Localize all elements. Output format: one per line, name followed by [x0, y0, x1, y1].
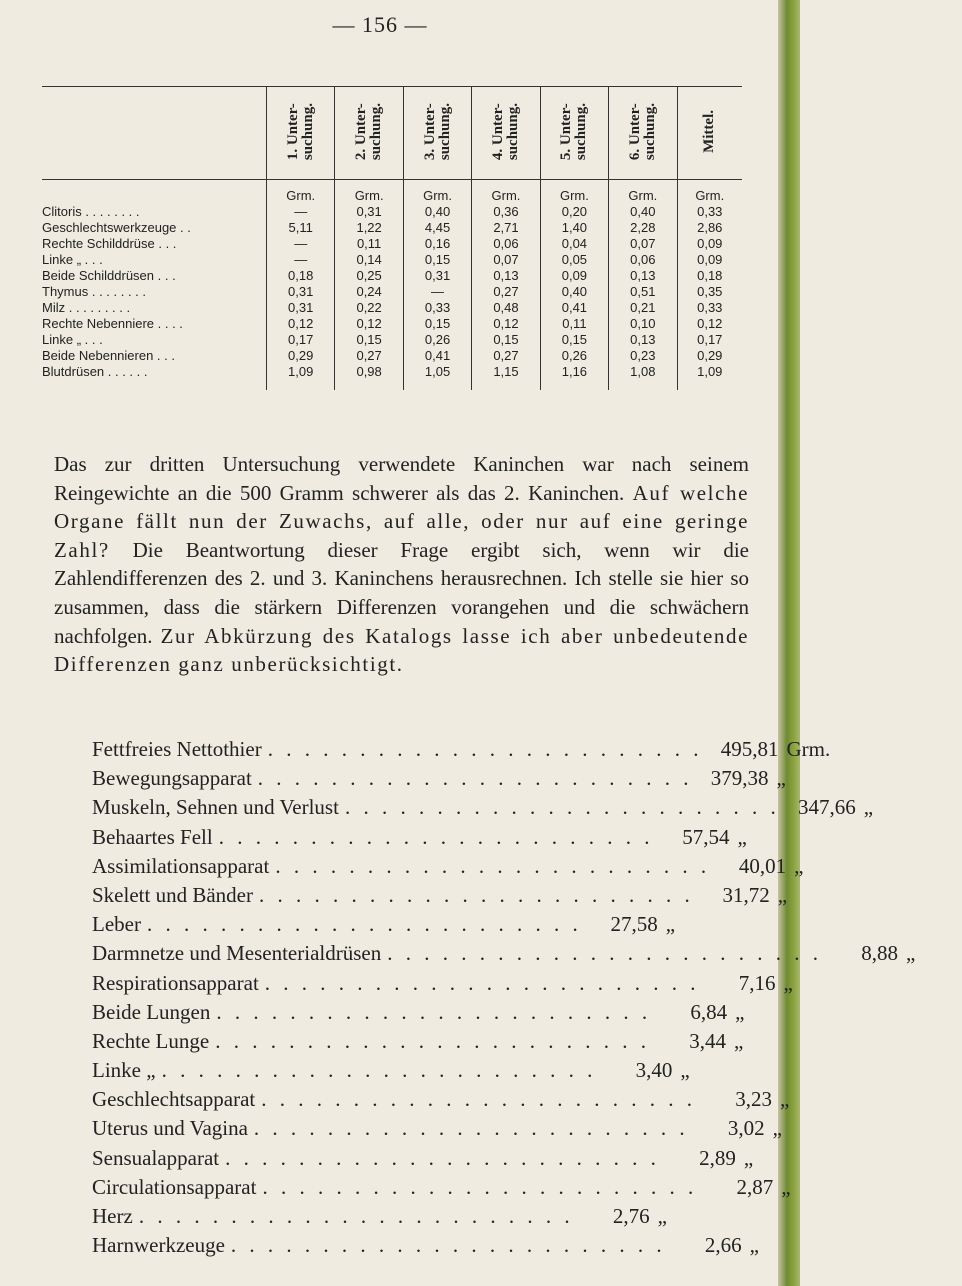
list-item-unit: „ [777, 882, 788, 907]
list-item [92, 939, 916, 968]
table-cell: 0,18 [267, 268, 335, 284]
list-item-label: Muskeln, Sehnen und Verlust [92, 795, 339, 820]
table-cell: 0,13 [609, 268, 677, 284]
table-cell: 0,12 [472, 316, 540, 332]
table-cell: 0,23 [609, 348, 677, 364]
list-item [92, 1202, 712, 1231]
list-item-value: 27,58 [610, 912, 658, 937]
list-item-label: Fettfreies Nettothier [92, 737, 262, 761]
row-label: Clitoris . . . . . . . . [42, 204, 140, 219]
leader-dots: . . . . . . . . . . . . . . . . . . . . . . . . [258, 882, 694, 907]
list-item-unit: „ [863, 795, 874, 820]
table-cell: 0,11 [540, 316, 608, 332]
table-cell: 0,09 [677, 236, 742, 252]
table-cell: 1,22 [335, 220, 403, 236]
table-cell: 0,18 [677, 268, 742, 284]
table-cell: 5,11 [267, 220, 335, 236]
column-header: 6. Unter- suchung. [609, 87, 677, 180]
table-cell: 0,48 [472, 300, 540, 316]
leader-dots: . . . . . . . . . . . . . . . . . . . . . . . . [253, 1116, 689, 1141]
list-item-value: 6,84 [690, 999, 728, 1024]
leader-dots: . . . . . . . . . . . . . . . . . . . . . . . . [216, 999, 652, 1024]
table-cell: 0,17 [677, 332, 742, 348]
table-cell: 0,11 [335, 236, 403, 252]
leader-dots: . . . . . . . . . . . . . . . . . . . . . . . . [230, 1233, 666, 1258]
column-header: 5. Unter- suchung. [540, 87, 608, 180]
table-cell: 1,15 [472, 364, 540, 390]
list-item-label: Beide Lungen [92, 999, 211, 1024]
table-cell: 0,06 [472, 236, 540, 252]
list-item-unit: „ [680, 1058, 690, 1083]
list-item-value: 31,72 [722, 882, 770, 907]
table-cell: — [403, 284, 471, 300]
table-cell: 0,09 [540, 268, 608, 284]
list-item-label: Geschlechtsapparat [92, 1087, 256, 1112]
table-cell: 0,31 [267, 284, 335, 300]
table-cell: 0,26 [540, 348, 608, 364]
page-number: — 156 — [332, 12, 428, 37]
list-item-label: Circulationsapparat [92, 1174, 257, 1199]
list-item-value: 379,38 [710, 766, 769, 791]
list-item-value: 495,81 [720, 737, 779, 761]
list-item-unit: „ [780, 1087, 790, 1112]
table-cell: 1,16 [540, 364, 608, 390]
table-cell: 0,05 [540, 252, 608, 268]
list-item [92, 1027, 744, 1056]
table-cell: 0,25 [335, 268, 403, 284]
table-cell: 2,28 [609, 220, 677, 236]
table-cell: 0,26 [403, 332, 471, 348]
table-cell: 0,14 [335, 252, 403, 268]
list-item-unit: Grm. [786, 737, 831, 761]
row-label: Blutdrüsen . . . . . . [42, 364, 148, 379]
table-cell: — [267, 252, 335, 268]
list-item [92, 793, 874, 822]
list-item-value: 2,89 [699, 1145, 736, 1170]
list-item [92, 852, 804, 881]
list-item [92, 735, 831, 764]
list-item-unit: „ [657, 1204, 667, 1228]
list-item-label: Herz [92, 1204, 133, 1228]
list-item [92, 1231, 759, 1260]
table-cell: 2,71 [472, 220, 540, 236]
table-row [42, 236, 742, 252]
table-cell: 0,20 [540, 204, 608, 220]
list-item-unit: „ [735, 999, 745, 1024]
unit-cell: Grm. [403, 180, 471, 205]
column-header: 1. Unter- suchung. [267, 87, 335, 180]
table-row [42, 220, 742, 236]
list-item-label: Uterus und Vagina [92, 1116, 248, 1141]
unit-cell: Grm. [677, 180, 742, 205]
list-item [92, 910, 712, 939]
list-item-value: 3,40 [635, 1058, 673, 1083]
table-header-blank [42, 87, 267, 180]
units-row [42, 180, 742, 205]
list-item-value: 8,88 [861, 941, 898, 966]
list-item-value: 57,54 [682, 824, 730, 849]
list-item-unit: „ [743, 1145, 754, 1170]
table-cell: — [267, 204, 335, 220]
list-item-value: 2,76 [612, 1204, 650, 1228]
table-header-row [42, 87, 742, 180]
list-item-label: Bewegungsapparat [92, 766, 252, 791]
table-cell: — [267, 236, 335, 252]
list-item-unit: „ [776, 766, 786, 791]
table-cell: 0,15 [403, 252, 471, 268]
table-cell: 0,10 [609, 316, 677, 332]
table-cell: 0,12 [267, 316, 335, 332]
list-item-unit: „ [781, 1174, 791, 1199]
leader-dots: . . . . . . . . . . . . . . . . . . . . . . . . [267, 737, 703, 761]
list-item-unit: „ [772, 1116, 782, 1141]
row-label: Beide Nebennieren . . . [42, 348, 175, 363]
table-cell: 0,15 [335, 332, 403, 348]
table-cell: 0,40 [540, 284, 608, 300]
table-cell: 0,27 [472, 284, 540, 300]
table-row [42, 364, 742, 390]
leader-dots: . . . . . . . . . . . . . . . . . . . . . . . . [264, 970, 700, 995]
table-cell: 0,27 [472, 348, 540, 364]
table-row [42, 316, 742, 332]
list-item-unit: „ [794, 853, 804, 878]
table-cell: 0,41 [403, 348, 471, 364]
table-cell: 0,31 [335, 204, 403, 220]
list-item [92, 1144, 754, 1173]
table-cell: 0,07 [472, 252, 540, 268]
list-item-unit: „ [737, 824, 747, 849]
list-item-label: Rechte Lunge [92, 1028, 210, 1053]
list-item-value: 3,23 [735, 1087, 773, 1112]
table-cell: 1,05 [403, 364, 471, 390]
leader-dots: . . . . . . . . . . . . . . . . . . . . . . . . [275, 853, 711, 878]
list-item-unit: „ [665, 912, 676, 937]
body-paragraph [54, 450, 749, 679]
table-cell: 0,12 [335, 316, 403, 332]
table-cell: 1,09 [267, 364, 335, 390]
leader-dots: . . . . . . . . . . . . . . . . . . . . . . . . [262, 1174, 698, 1199]
list-item [92, 764, 786, 793]
table-cell: 0,33 [403, 300, 471, 316]
table-cell: 0,98 [335, 364, 403, 390]
list-item-label: Leber [92, 912, 141, 937]
table-cell: 0,13 [472, 268, 540, 284]
table-row [42, 252, 742, 268]
row-label: Linke „ . . . [42, 252, 103, 267]
leader-dots: . . . . . . . . . . . . . . . . . . . . . . . . [261, 1087, 697, 1112]
column-header: 3. Unter- suchung. [403, 87, 471, 180]
table-cell: 0,16 [403, 236, 471, 252]
table-cell: 0,22 [335, 300, 403, 316]
table-cell: 0,31 [267, 300, 335, 316]
list-item-value: 2,87 [736, 1174, 774, 1199]
unit-cell: Grm. [472, 180, 540, 205]
leader-dots: . . . . . . . . . . . . . . . . . . . . . . . . [161, 1058, 597, 1083]
paragraph-text: Die Beantwortung dieser Frage ergibt sich, wenn wir die Zahlendifferenzen des 2. und 3. Kaninchens herausrechnen. Ich stelle sie hier so zusammen, dass die stärkern Differenzen vorangehen und die schwächern nachfolgen. [54, 537, 749, 648]
row-label: Rechte Nebenniere . . . . [42, 316, 183, 331]
table-cell: 0,40 [403, 204, 471, 220]
table-row [42, 268, 742, 284]
list-item-label: Linke „ [92, 1058, 156, 1083]
table-row [42, 204, 742, 220]
leader-dots: . . . . . . . . . . . . . . . . . . . . . . . . [215, 1028, 650, 1053]
table-cell: 0,15 [403, 316, 471, 332]
table-cell: 0,51 [609, 284, 677, 300]
table-cell: 1,09 [677, 364, 742, 390]
list-item-value: 3,44 [689, 1028, 726, 1053]
table-row [42, 300, 742, 316]
table-cell: 0,35 [677, 284, 742, 300]
list-item-label: Darmnetze und Mesenterialdrüsen [92, 941, 382, 966]
table-cell: 0,07 [609, 236, 677, 252]
list-item-label: Respirationsapparat [92, 970, 259, 995]
unit-cell: Grm. [609, 180, 677, 205]
table-cell: 0,15 [540, 332, 608, 348]
row-label: Beide Schilddrüsen . . . [42, 268, 176, 283]
table-cell: 0,29 [677, 348, 742, 364]
column-header: Mittel. [677, 87, 742, 180]
table-cell: 0,06 [609, 252, 677, 268]
leader-dots: . . . . . . . . . . . . . . . . . . . . . . . . [387, 941, 822, 966]
paragraph-spaced-text: Auf welche Organe fällt nun der Zuwachs, auf alle, oder nur auf eine geringe Zahl? [54, 480, 750, 562]
table-cell: 0,09 [677, 252, 742, 268]
list-item [92, 881, 788, 910]
list-item-value: 40,01 [738, 853, 787, 878]
list-item [92, 823, 747, 852]
table-cell: 0,21 [609, 300, 677, 316]
list-item-value: 347,66 [797, 795, 856, 820]
paragraph-spaced-text: Zur Abkürzung des Katalogs lasse ich aber unbedeutende Differenzen ganz unberücksichtigt. [54, 623, 750, 677]
leader-dots: . . . . . . . . . . . . . . . . . . . . . . . . [138, 1204, 574, 1228]
leader-dots: . . . . . . . . . . . . . . . . . . . . . . . . [257, 766, 693, 791]
table-cell: 0,27 [335, 348, 403, 364]
row-label: Linke „ . . . [42, 332, 103, 347]
column-header: 4. Unter- suchung. [472, 87, 540, 180]
list-item [92, 969, 793, 998]
list-item-unit: „ [905, 941, 916, 966]
column-header: 2. Unter- suchung. [335, 87, 403, 180]
table-cell: 0,41 [540, 300, 608, 316]
table-cell: 0,17 [267, 332, 335, 348]
table-row [42, 332, 742, 348]
list-item-value: 7,16 [738, 970, 776, 995]
table-cell: 0,36 [472, 204, 540, 220]
list-item-label: Sensualapparat [92, 1145, 220, 1170]
table-cell: 0,33 [677, 204, 742, 220]
list-item-label: Assimilationsapparat [92, 853, 270, 878]
table-cell: 2,86 [677, 220, 742, 236]
list-item-value: 2,66 [704, 1233, 742, 1258]
leader-dots: . . . . . . . . . . . . . . . . . . . . . . . . [225, 1145, 660, 1170]
difference-list [92, 735, 916, 1260]
table-cell: 0,33 [677, 300, 742, 316]
unit-cell: Grm. [540, 180, 608, 205]
table-cell: 4,45 [403, 220, 471, 236]
list-item-value: 3,02 [727, 1116, 765, 1141]
table-cell: 0,15 [472, 332, 540, 348]
unit-cell: Grm. [267, 180, 335, 205]
table-cell: 0,40 [609, 204, 677, 220]
row-label: Milz . . . . . . . . . [42, 300, 131, 315]
leader-dots: . . . . . . . . . . . . . . . . . . . . . . . . [218, 824, 654, 849]
row-label: Rechte Schilddrüse . . . [42, 236, 177, 251]
list-item-label: Skelett und Bänder [92, 882, 253, 907]
list-item [92, 1056, 712, 1085]
table-cell: 0,29 [267, 348, 335, 364]
list-item-label: Harnwerkzeuge [92, 1233, 225, 1258]
table-cell: 0,04 [540, 236, 608, 252]
list-item [92, 1085, 790, 1114]
table-cell: 0,24 [335, 284, 403, 300]
table-cell: 0,12 [677, 316, 742, 332]
list-item-label: Behaartes Fell [92, 824, 213, 849]
list-item [92, 1173, 791, 1202]
table-cell: 1,40 [540, 220, 608, 236]
list-item-unit: „ [783, 970, 793, 995]
list-item-unit: „ [749, 1233, 759, 1258]
list-item [92, 998, 745, 1027]
table-row [42, 284, 742, 300]
list-item [92, 1114, 782, 1143]
table-cell: 0,13 [609, 332, 677, 348]
leader-dots: . . . . . . . . . . . . . . . . . . . . . . . . [344, 795, 780, 820]
table-cell: 0,31 [403, 268, 471, 284]
paragraph-text: Das zur dritten Untersuchung verwendete Kaninchen war nach seinem Reingewichte an die 500 Gramm schwerer als das 2. Kaninchen. [54, 452, 749, 505]
leader-dots: . . . . . . . . . . . . . . . . . . . . . . . . [146, 912, 582, 937]
row-label: Thymus . . . . . . . . [42, 284, 147, 299]
list-item-unit: „ [733, 1028, 744, 1053]
row-label: Geschlechtswerkzeuge . . [42, 220, 191, 235]
table-row [42, 348, 742, 364]
table-cell: 1,08 [609, 364, 677, 390]
unit-cell: Grm. [335, 180, 403, 205]
weights-table [42, 86, 742, 390]
